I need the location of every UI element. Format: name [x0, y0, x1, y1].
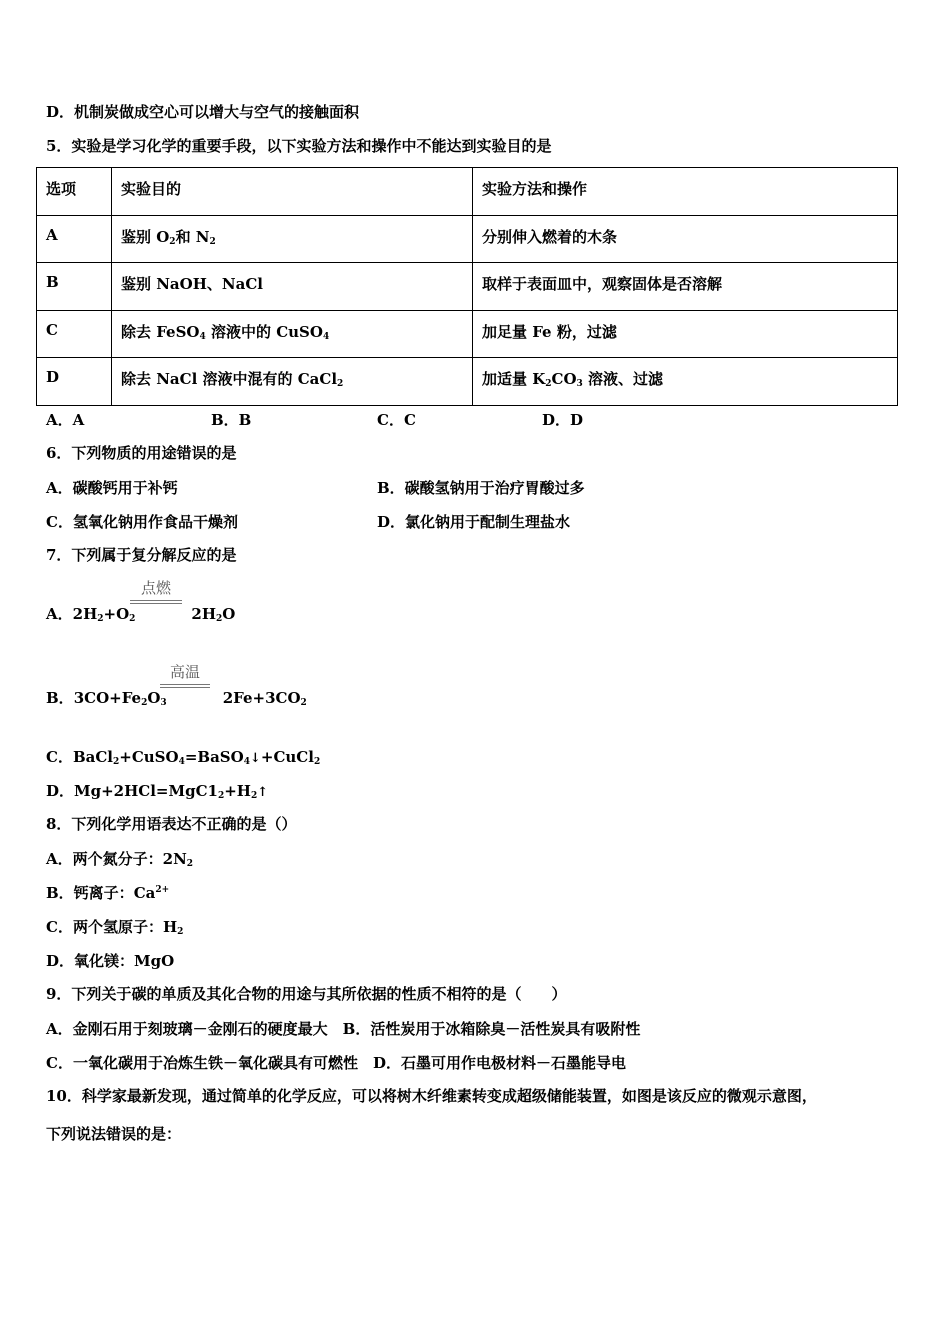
q9-options-ab: A．金刚石用于刻玻璃－金刚石的硬度最大 B．活性炭用于冰箱除臭－活性炭具有吸附性 [46, 1020, 641, 1038]
header-option: 选项 [37, 168, 112, 216]
row-option: B [37, 263, 112, 311]
q10-stem-line2: 下列说法错误的是： [46, 1125, 182, 1143]
table-row [37, 215, 898, 263]
table-row [37, 358, 898, 406]
q5-choice-a: A．A [46, 411, 85, 429]
q8-option-a: A．两个氮分子：$2N_2$ [46, 850, 194, 869]
header-purpose: 实验目的 [112, 168, 473, 216]
q8-option-b: B．钙离子：$Ca^{2+}$ [46, 884, 170, 902]
row-option: C [37, 310, 112, 358]
q7-a-condition: 点燃 [130, 577, 182, 604]
q7-option-d: D．$Mg+2HCl=MgC1_2+H_2↑$ [46, 782, 269, 801]
q8-option-d: D．氧化镁：MgO [46, 952, 175, 970]
q9-stem: 9．下列关于碳的单质及其化合物的用途与其所依据的性质不相符的是（ ） [46, 985, 567, 1003]
q5-choice-c: C．C [377, 411, 416, 429]
q6-option-c: C．氢氧化钠用作食品干燥剂 [46, 513, 238, 531]
row-method: 加适量 $K_2CO_3$ 溶液、过滤 [473, 358, 898, 406]
q6-option-b: B．碳酸氢钠用于治疗胃酸过多 [377, 479, 585, 497]
table-row [37, 310, 898, 358]
row-option: D [37, 358, 112, 406]
row-method: 加足量 Fe 粉，过滤 [473, 310, 898, 358]
q7-option-b: B．$3CO+Fe_2O_3$ $2Fe+3CO_2$ [46, 689, 307, 708]
q7-option-c: C．BaCl$_2$+CuSO$_4$=BaSO$_4$↓+CuCl$_2$ [46, 748, 321, 767]
row-method: 取样于表面皿中，观察固体是否溶解 [473, 263, 898, 311]
q7-b-condition: 高温 [160, 661, 210, 688]
row-method: 分别伸入燃着的木条 [473, 215, 898, 263]
row-purpose: 除去 NaCl 溶液中混有的 CaCl$_2$ [112, 358, 473, 406]
table-header-row [37, 168, 898, 216]
q5-stem: 5．实验是学习化学的重要手段，以下实验方法和操作中不能达到实验目的是 [46, 137, 552, 155]
q8-stem: 8．下列化学用语表达不正确的是（） [46, 815, 297, 833]
q7-stem: 7．下列属于复分解反应的是 [46, 546, 237, 564]
q7-option-a: A．$2H_2+O_2$ $2H_2O$ [46, 605, 236, 624]
table-row [37, 263, 898, 311]
row-purpose: 鉴别 NaOH、NaCl [112, 263, 473, 311]
row-option: A [37, 215, 112, 263]
up-arrow-icon: ↑ [257, 785, 269, 800]
q6-option-d: D．氯化钠用于配制生理盐水 [377, 513, 571, 531]
q8-option-c: C．两个氢原子：$H_2$ [46, 918, 184, 937]
row-purpose: 除去 FeSO$_4$ 溶液中的 CuSO$_4$ [112, 310, 473, 358]
down-arrow-icon: ↓ [249, 751, 261, 766]
q9-options-cd: C．一氧化碳用于冶炼生铁－氧化碳具有可燃性 D．石墨可用作电极材料－石墨能导电 [46, 1054, 626, 1072]
q10-stem-line1: 10．科学家最新发现，通过简单的化学反应，可以将树木纤维素转变成超级储能装置，如图是该反应的微观示意图， [46, 1087, 817, 1105]
q6-stem: 6．下列物质的用途错误的是 [46, 444, 237, 462]
q6-option-a: A．碳酸钙用于补钙 [46, 479, 178, 497]
experiment-table [36, 167, 898, 406]
q5-choice-d: D．D [542, 411, 584, 429]
q5-choice-b: B．B [211, 411, 252, 429]
q4-option-d: D．机制炭做成空心可以增大与空气的接触面积 [46, 103, 360, 121]
header-method: 实验方法和操作 [473, 168, 898, 216]
row-purpose: 鉴别 $O_2$和 $N_2$ [112, 215, 473, 263]
